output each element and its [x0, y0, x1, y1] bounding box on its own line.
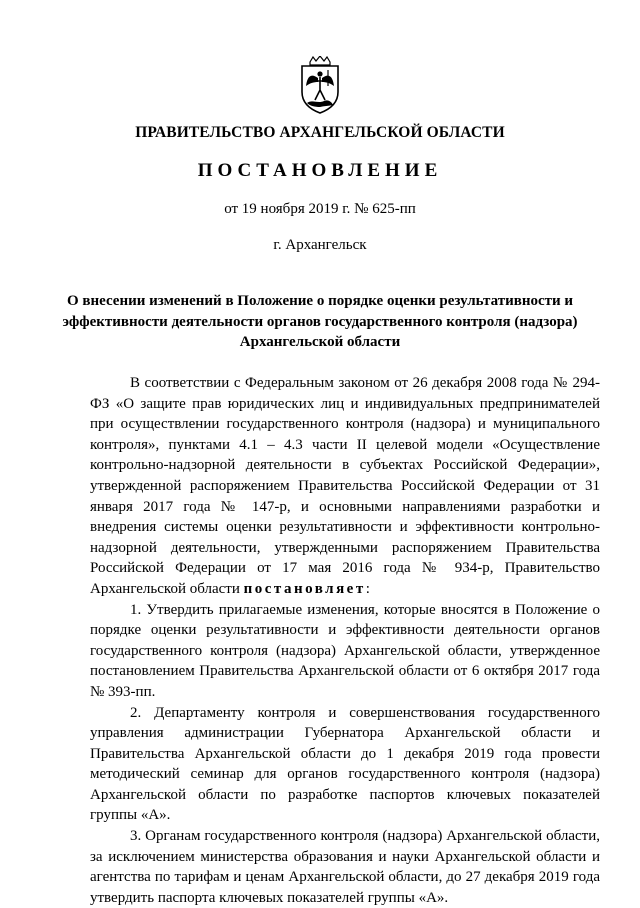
city-name: г. Архангельск: [273, 237, 367, 253]
preamble-paragraph: [90, 373, 600, 600]
clause-3: 3. Органам государственного контроля (надзора) Архангельской области, за исключением министерства образования и науки Архангельской области и агентства по тарифам и ценам Архангельской области, до 27 декабря 2019 года утвердить паспорта ключевых показателей группы «А».: [90, 828, 600, 906]
document-type-title: ПОСТАНОВЛЕНИЕ: [197, 160, 443, 181]
document-body: [90, 373, 600, 908]
resolves-word: постановляет: [243, 580, 366, 597]
resolution-subject: О внесении изменений в Положение о порядке оценки результативности и эффективности деятельности органов государственного контроля (надзора) Архангельской области: [62, 293, 578, 350]
date-and-number: от 19 ноября 2019 г. № 625-пп: [224, 201, 416, 217]
coat-of-arms-icon: [298, 56, 342, 114]
organization-name: ПРАВИТЕЛЬСТВО АРХАНГЕЛЬСКОЙ ОБЛАСТИ: [135, 124, 505, 141]
clause-2: 2. Департаменту контроля и совершенствования государственного управления администрации Губернатора Архангельской области и Правительства Архангельской области до 1 декабря 2019 года провести методический семинар для органов государственного контроля (надзора) Архангельской области по разработке паспортов ключевых показателей группы «А».: [90, 704, 600, 824]
preamble-text: В соответствии с Федеральным законом от 26 декабря 2008 года № 294-ФЗ «О защите прав юридических лиц и индивидуальных предпринимателей при осуществлении государственного контроля (надзора) и муниципального контроля», пунктами 4.1 – 4.3 части II целевой модели «Осуществление контрольно-надзорной деятельности в субъектах Российской Федерации», утвержденной распоряжением Правительства Российской Федерации от 31 января 2017 года № 147-р, и основными направлениями разработки и внедрения системы оценки результативности и эффективности контрольно-надзорной деятельности, утвержденными распоряжением Правительства Российской Федерации от 17 мая 2016 года № 934-р, Правительство Архангельской области: [90, 375, 600, 597]
clause-1: 1. Утвердить прилагаемые изменения, которые вносятся в Положение о порядке оценки результативности и эффективности деятельности органов государственного контроля (надзора) Архангельской области, утвержденное постановлением Правительства Архангельской области от 6 октября 2017 года № 393-пп.: [90, 601, 600, 700]
resolves-suffix: :: [365, 580, 370, 597]
